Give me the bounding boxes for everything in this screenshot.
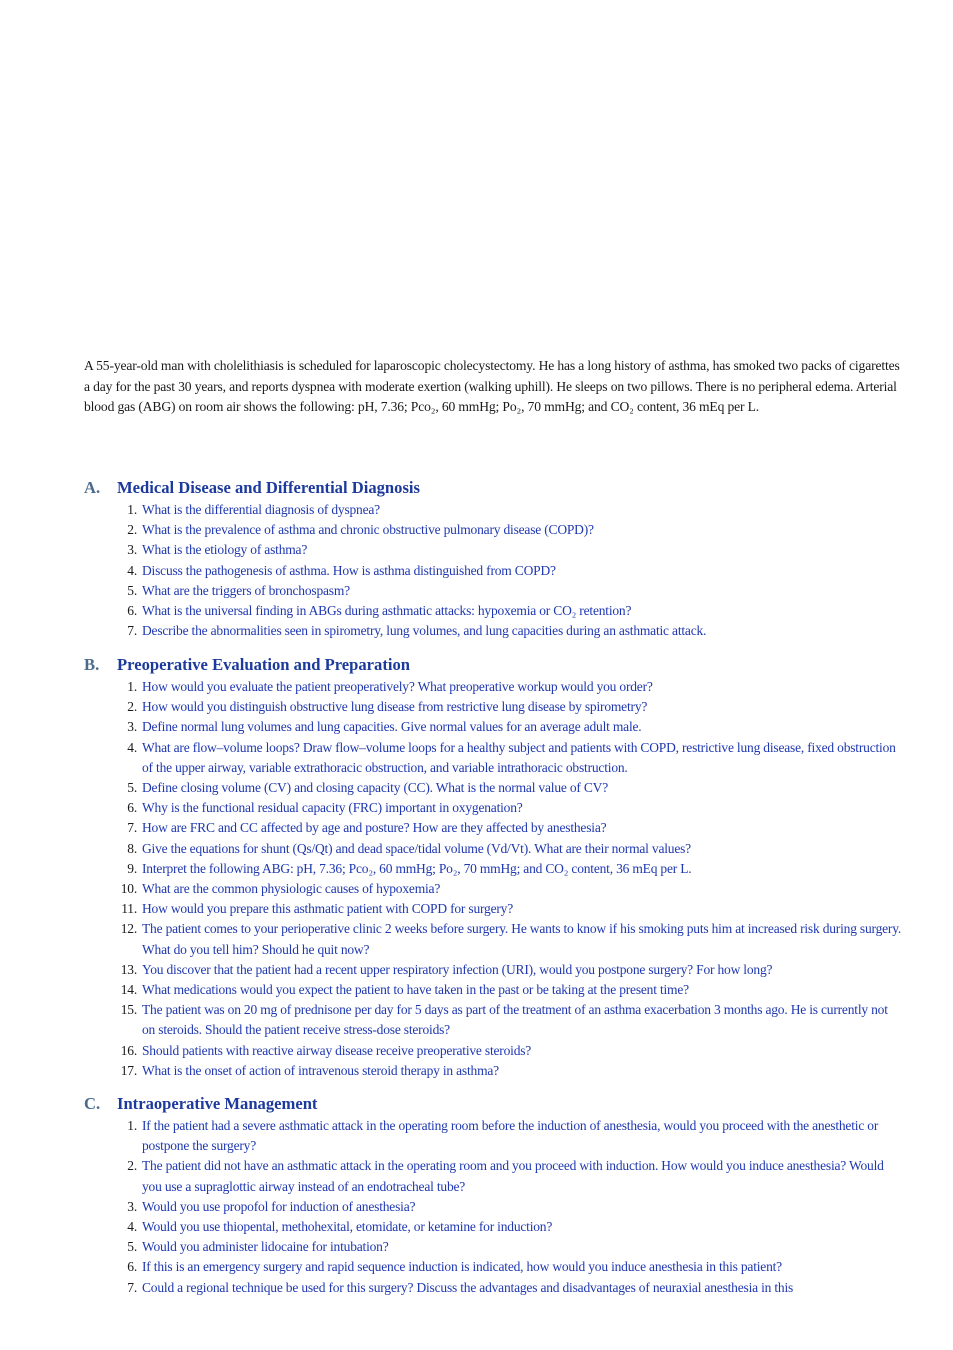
question-number: 4. <box>127 739 137 755</box>
question-item[interactable] <box>84 839 914 859</box>
question-item[interactable] <box>84 1156 914 1196</box>
question-number: 2. <box>127 1158 137 1174</box>
question-link[interactable]: What is the prevalence of asthma and chronic obstructive pulmonary disease (COPD)? <box>142 522 594 538</box>
question-item[interactable] <box>84 1061 914 1081</box>
question-number: 3. <box>127 542 137 558</box>
question-link[interactable]: Would you use thiopental, methohexital, etomidate, or ketamine for induction? <box>142 1219 553 1235</box>
question-item[interactable] <box>84 697 914 717</box>
question-link[interactable]: How would you distinguish obstructive lung disease from restrictive lung disease by spirometry? <box>142 699 648 715</box>
section-letter: C. <box>84 1094 101 1113</box>
case-intro <box>84 356 904 418</box>
question-item[interactable] <box>84 818 914 838</box>
question-number: 13. <box>120 961 137 977</box>
section-letter: A. <box>84 478 101 497</box>
question-link[interactable]: What is the onset of action of intravenous steroid therapy in asthma? <box>142 1062 499 1078</box>
question-number: 4. <box>127 1219 137 1235</box>
question-item[interactable] <box>84 980 914 1000</box>
question-link[interactable]: The patient comes to your perioperative clinic 2 weeks before surgery. He wants to know if his smoking puts him at increased risk during surgery. What do you tell him? Should he quit now? <box>142 921 902 957</box>
question-item[interactable] <box>84 960 914 980</box>
question-link[interactable]: Define normal lung volumes and lung capacities. Give normal values for an average adult male. <box>142 719 642 735</box>
question-item[interactable] <box>84 859 914 879</box>
question-number: 15. <box>120 1002 137 1018</box>
question-item[interactable] <box>84 1000 914 1040</box>
question-number: 2. <box>127 522 137 538</box>
question-link[interactable]: Define closing volume (CV) and closing capacity (CC). What is the normal value of CV? <box>142 780 609 796</box>
question-number: 7. <box>127 623 137 639</box>
question-item[interactable] <box>84 1237 914 1257</box>
question-number: 1. <box>127 679 137 694</box>
question-number: 2. <box>127 699 137 715</box>
question-link[interactable]: Discuss the pathogenesis of asthma. How is asthma distinguished from COPD? <box>142 562 556 578</box>
question-number: 9. <box>127 860 137 876</box>
question-item[interactable] <box>84 1041 914 1061</box>
question-number: 7. <box>127 1279 137 1295</box>
question-item[interactable] <box>84 1116 914 1156</box>
question-list <box>84 500 914 641</box>
question-number: 3. <box>127 719 137 735</box>
section-title: Preoperative Evaluation and Preparation <box>117 655 410 674</box>
question-item[interactable] <box>84 601 914 621</box>
question-number: 7. <box>127 820 137 836</box>
question-item[interactable] <box>84 738 914 778</box>
question-item[interactable] <box>84 717 914 737</box>
question-link[interactable]: Would you administer lidocaine for intubation? <box>142 1239 389 1255</box>
question-item[interactable] <box>84 540 914 560</box>
question-number: 14. <box>120 982 137 998</box>
question-item[interactable] <box>84 581 914 601</box>
case-intro-text: A 55-year-old man with cholelithiasis is scheduled for laparoscopic cholecystectomy. He has a long history of asthma, has smoked two packs of cigarettes a day for the past 30 years, and reports dyspnea with moderate exertion (walking uphill). He sleeps on two pillows. There is no peripheral edema. Arterial blood gas (ABG) on room air shows the following: pH, 7.36; Pco₂, 60 mmHg; Po₂, 70 mmHg; and CO₂ content, 36 mEq per L. <box>84 358 900 414</box>
question-item[interactable] <box>84 1197 914 1217</box>
question-item[interactable] <box>84 500 914 520</box>
question-number: 1. <box>127 502 137 517</box>
question-link[interactable]: How are FRC and CC affected by age and posture? How are they affected by anesthesia? <box>142 820 607 836</box>
question-link[interactable]: If this is an emergency surgery and rapid sequence induction is indicated, how would you induce anesthesia in this patient? <box>142 1259 782 1275</box>
section-heading <box>84 653 914 677</box>
question-number: 8. <box>127 840 137 856</box>
question-link[interactable]: How would you prepare this asthmatic patient with COPD for surgery? <box>142 901 514 917</box>
question-item[interactable] <box>84 520 914 540</box>
section-letter: B. <box>84 655 100 674</box>
section-intraoperative-management <box>84 1092 914 1298</box>
question-link[interactable]: How would you evaluate the patient preoperatively? What preoperative workup would you order? <box>142 679 653 694</box>
question-link[interactable]: What are the triggers of bronchospasm? <box>142 582 350 598</box>
question-link[interactable]: What are flow–volume loops? Draw flow–volume loops for a healthy subject and patients with COPD, restrictive lung disease, fixed obstruction of the upper airway, variable extrathoracic obstruction, and variable intrathoracic obstruction. <box>142 739 896 775</box>
question-link[interactable]: What is the differential diagnosis of dyspnea? <box>142 502 380 517</box>
question-number: 17. <box>120 1062 137 1078</box>
section-preoperative-evaluation <box>84 653 914 1081</box>
question-number: 11. <box>121 901 137 917</box>
question-item[interactable] <box>84 879 914 899</box>
question-number: 5. <box>127 780 137 796</box>
question-link[interactable]: What is the etiology of asthma? <box>142 542 308 558</box>
section-heading <box>84 1092 914 1116</box>
question-item[interactable] <box>84 1278 914 1298</box>
question-item[interactable] <box>84 1217 914 1237</box>
question-item[interactable] <box>84 561 914 581</box>
question-number: 1. <box>127 1118 137 1133</box>
question-number: 6. <box>127 603 137 619</box>
section-heading <box>84 476 914 500</box>
question-link[interactable]: You discover that the patient had a recent upper respiratory infection (URI), would you postpone surgery? For how long? <box>142 961 773 977</box>
question-number: 5. <box>127 582 137 598</box>
question-link[interactable]: What are the common physiologic causes of hypoxemia? <box>142 881 441 897</box>
question-item[interactable] <box>84 919 914 959</box>
question-link[interactable]: What medications would you expect the patient to have taken in the past or be taking at the present time? <box>142 982 689 998</box>
question-link[interactable]: Describe the abnormalities seen in spirometry, lung volumes, and lung capacities during an asthmatic attack. <box>142 623 707 639</box>
question-number: 6. <box>127 800 137 816</box>
question-item[interactable] <box>84 798 914 818</box>
question-link[interactable]: If the patient had a severe asthmatic attack in the operating room before the induction of anesthesia, would you proceed with the anesthetic or postpone the surgery? <box>142 1118 879 1154</box>
question-number: 12. <box>120 921 137 937</box>
question-item[interactable] <box>84 677 914 697</box>
question-link[interactable]: Interpret the following ABG: pH, 7.36; Pco₂, 60 mmHg; Po₂, 70 mmHg; and CO₂ content, 36 mEq per L. <box>142 860 692 876</box>
section-title: Medical Disease and Differential Diagnosis <box>117 478 420 497</box>
question-list <box>84 677 914 1081</box>
question-link[interactable]: Should patients with reactive airway disease receive preoperative steroids? <box>142 1042 532 1058</box>
question-link[interactable]: What is the universal finding in ABGs during asthmatic attacks: hypoxemia or CO₂ retention? <box>142 603 632 619</box>
question-link[interactable]: Give the equations for shunt (Qs/Qt) and dead space/tidal volume (Vd/Vt). What are their normal values? <box>142 840 691 856</box>
question-number: 4. <box>127 562 137 578</box>
question-list <box>84 1116 914 1298</box>
question-number: 16. <box>120 1042 137 1058</box>
question-link[interactable]: Would you use propofol for induction of anesthesia? <box>142 1198 416 1214</box>
section-title: Intraoperative Management <box>117 1094 318 1113</box>
question-number: 3. <box>127 1198 137 1214</box>
question-link[interactable]: Why is the functional residual capacity (FRC) important in oxygenation? <box>142 800 523 816</box>
question-item[interactable] <box>84 778 914 798</box>
question-link[interactable]: The patient was on 20 mg of prednisone per day for 5 days as part of the treatment of an asthma exacerbation 3 months ago. He is currently not on steroids. Should the patient receive stress-dose steroids? <box>142 1002 888 1038</box>
question-item[interactable] <box>84 621 914 641</box>
question-link[interactable]: Could a regional technique be used for this surgery? Discuss the advantages and disadvantages of neuraxial anesthesia in this <box>142 1279 794 1295</box>
question-link[interactable]: The patient did not have an asthmatic attack in the operating room and you proceed with induction. How would you induce anesthesia? Would you use a supraglottic airway instead of an endotracheal tube? <box>142 1158 884 1194</box>
question-number: 10. <box>120 881 137 897</box>
question-item[interactable] <box>84 899 914 919</box>
question-item[interactable] <box>84 1257 914 1277</box>
question-number: 5. <box>127 1239 137 1255</box>
question-number: 6. <box>127 1259 137 1275</box>
section-medical-disease <box>84 476 914 641</box>
